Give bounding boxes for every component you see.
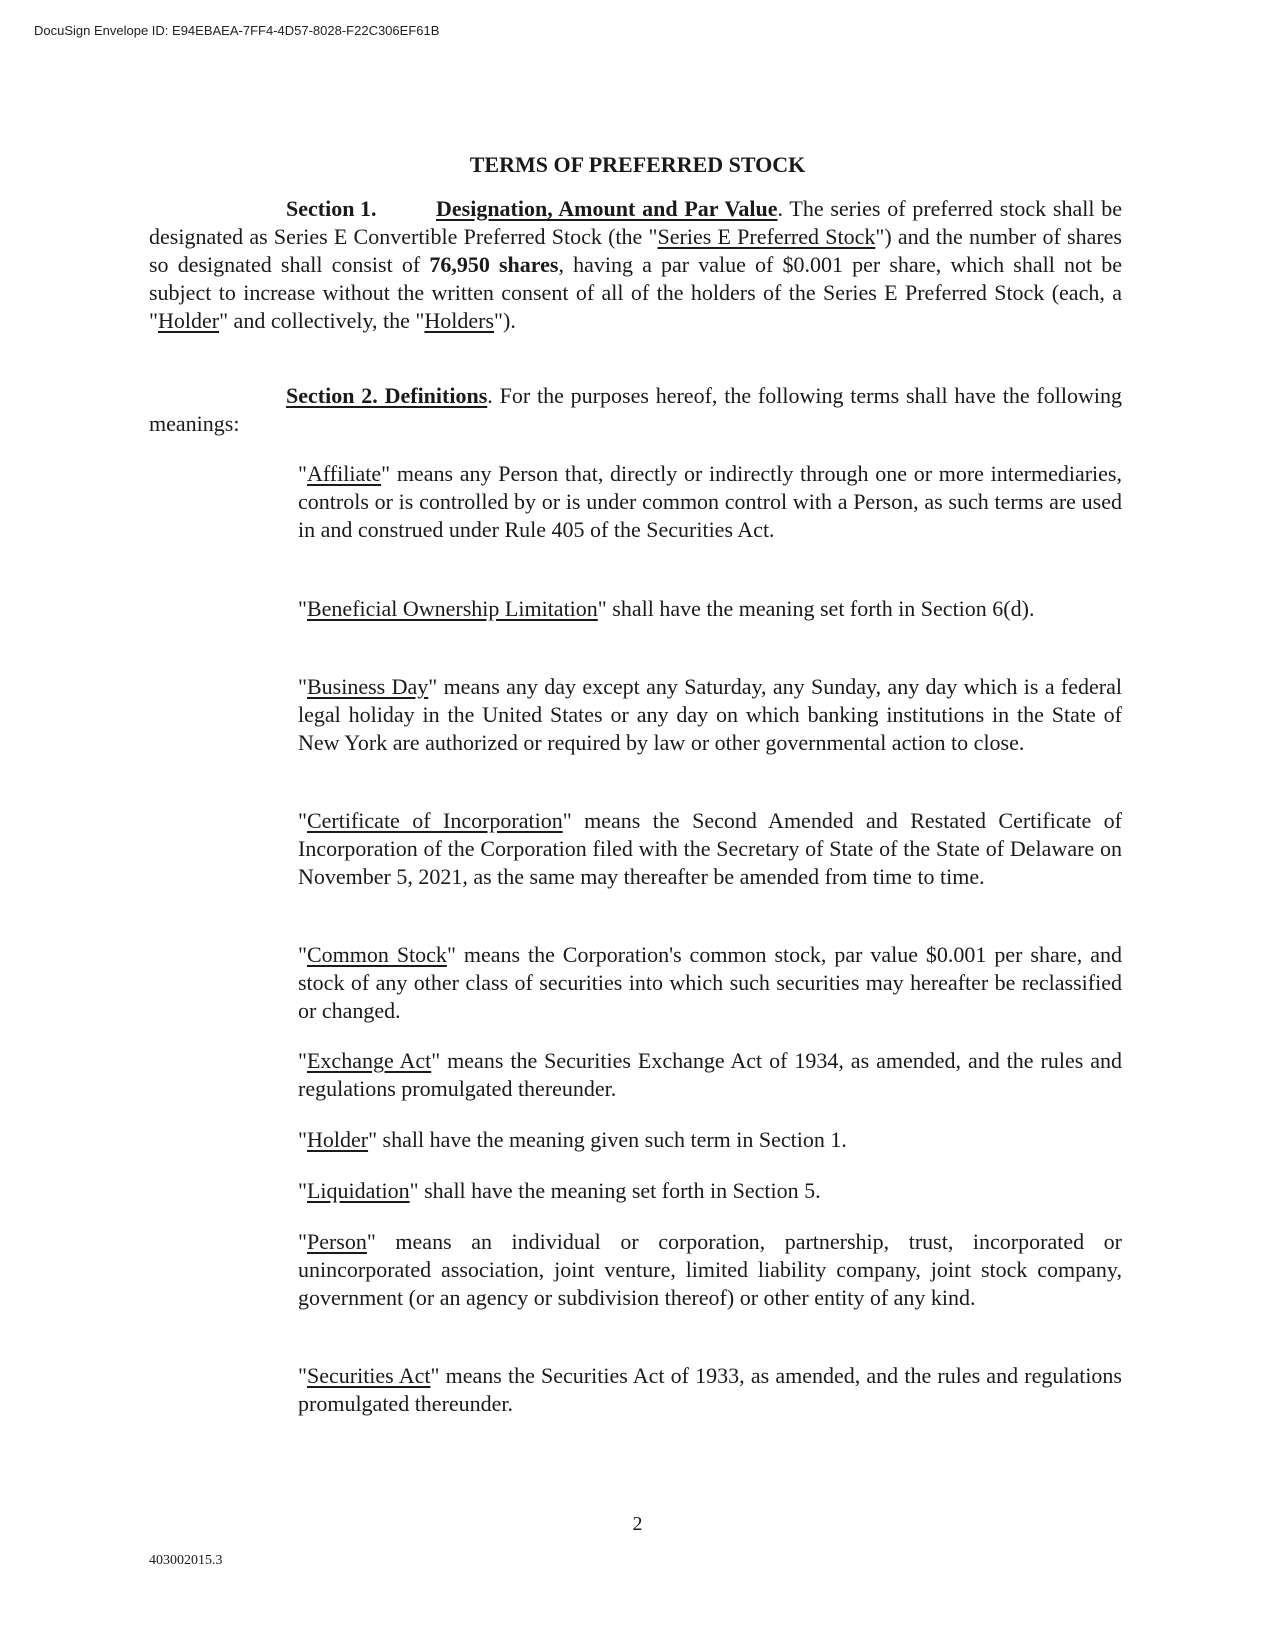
section-1-text-1: . The series of preferred stock shall be designated as Series E Convertible Preferred Stock (the " xyxy=(149,196,1122,249)
section-2-text: . For the purposes hereof, the following terms shall have the following meanings: xyxy=(149,383,1122,436)
definition-term: Liquidation xyxy=(306,1178,410,1203)
definition-text: " means the Securities Exchange Act of 1934, as amended, and the rules and regulations promulgated thereunder. xyxy=(298,1048,1122,1101)
page-title: TERMS OF PREFERRED STOCK xyxy=(469,152,806,177)
definition-term: Holder xyxy=(306,1127,369,1152)
section-2-heading: Section 2. Definitions xyxy=(286,383,488,408)
definition-person: "Person" means an individual or corporation, partnership, trust, incorporated or unincorporated association, joint venture, limited liability company, joint stock company, government (or an agency or subdivision thereof) or other entity of any kind. xyxy=(298,1229,1122,1310)
definition-exchange-act: "Exchange Act" means the Securities Exchange Act of 1934, as amended, and the rules and regulations promulgated thereunder. xyxy=(298,1048,1122,1101)
definition-text: " means any day except any Saturday, any Sunday, any day which is a federal legal holiday in the United States or any day on which banking institutions in the State of New York are authorized or required by law or other governmental action to close. xyxy=(298,674,1122,755)
definition-term: Affiliate xyxy=(306,461,382,486)
definition-liquidation: "Liquidation" shall have the meaning set forth in Section 5. xyxy=(298,1178,821,1203)
section-1-text-2: ") and the number of shares so designated shall consist of xyxy=(149,224,1122,277)
share-count: 76,950 shares xyxy=(429,252,559,277)
definition-text: " means any Person that, directly or indirectly through one or more intermediaries, controls or is controlled by or is under common control with a Person, as such terms are used in and construed under Rule 405 of the Securities Act. xyxy=(298,461,1122,542)
definition-affiliate: "Affiliate" means any Person that, directly or indirectly through one or more intermediaries, controls or is controlled by or is under common control with a Person, as such terms are used in and construed under Rule 405 of the Securities Act. xyxy=(298,461,1122,542)
definition-certificate-of-incorporation: "Certificate of Incorporation" means the Second Amended and Restated Certificate of Incorporation of the Corporation filed with the Secretary of State of the State of Delaware on November 5, 2021, as the same may thereafter be amended from time to time. xyxy=(298,808,1122,889)
docusign-envelope-id: DocuSign Envelope ID: E94EBAEA-7FF4-4D57-8028-F22C306EF61B xyxy=(34,23,440,38)
section-1-text-3: , having a par value of $0.001 per share, which shall not be subject to increase without the written consent of all of the holders of the Series E Preferred Stock (each, a " xyxy=(149,252,1122,333)
document-id: 403002015.3 xyxy=(149,1553,223,1568)
definition-term: Business Day xyxy=(306,674,429,699)
definition-term: Common Stock xyxy=(306,942,447,967)
definition-term: Certificate of Incorporation xyxy=(306,808,563,833)
definition-text: " means the Second Amended and Restated Certificate of Incorporation of the Corporation filed with the Secretary of State of the State of Delaware on November 5, 2021, as the same may thereafter be amended from time to time. xyxy=(298,808,1122,889)
section-1-paragraph xyxy=(149,195,1122,335)
term-holder: Holder xyxy=(157,308,220,333)
term-holders: Holders xyxy=(424,308,495,333)
definition-common-stock: "Common Stock" means the Corporation's common stock, par value $0.001 per share, and stock of any other class of securities into which such securities may hereafter be reclassified or changed. xyxy=(298,942,1122,1023)
definition-beneficial-ownership-limitation: "Beneficial Ownership Limitation" shall have the meaning set forth in Section 6(d). xyxy=(298,596,1035,621)
definition-text: " means an individual or corporation, partnership, trust, incorporated or unincorporated association, joint venture, limited liability company, joint stock company, government (or an agency or subdivision thereof) or other entity of any kind. xyxy=(298,1229,1122,1310)
page-number: 2 xyxy=(632,1513,643,1535)
section-1-heading: Designation, Amount and Par Value xyxy=(436,196,778,221)
definition-text: " means the Securities Act of 1933, as amended, and the rules and regulations promulgated thereunder. xyxy=(298,1363,1122,1416)
definition-holder: "Holder" shall have the meaning given such term in Section 1. xyxy=(298,1127,847,1152)
section-1-text-4: " and collectively, the " xyxy=(219,308,425,333)
definition-term: Beneficial Ownership Limitation xyxy=(306,596,598,621)
section-1-text-5: "). xyxy=(494,308,516,333)
definition-text: " means the Corporation's common stock, par value $0.001 per share, and stock of any other class of securities into which such securities may hereafter be reclassified or changed. xyxy=(298,942,1122,1023)
section-2-paragraph xyxy=(149,382,1122,438)
definition-term: Securities Act xyxy=(306,1363,431,1388)
term-series-e-preferred-stock: Series E Preferred Stock xyxy=(657,224,876,249)
definition-text: " shall have the meaning set forth in Section 5. xyxy=(409,1178,821,1203)
definition-business-day: "Business Day" means any day except any Saturday, any Sunday, any day which is a federal legal holiday in the United States or any day on which banking institutions in the State of New York are authorized or required by law or other governmental action to close. xyxy=(298,674,1122,755)
definition-securities-act: "Securities Act" means the Securities Act of 1933, as amended, and the rules and regulations promulgated thereunder. xyxy=(298,1363,1122,1416)
definition-text: " shall have the meaning given such term in Section 1. xyxy=(368,1127,847,1152)
definition-term: Person xyxy=(306,1229,367,1254)
definition-text: " shall have the meaning set forth in Section 6(d). xyxy=(597,596,1035,621)
section-1-number: Section 1. xyxy=(286,196,377,221)
definition-term: Exchange Act xyxy=(306,1048,432,1073)
